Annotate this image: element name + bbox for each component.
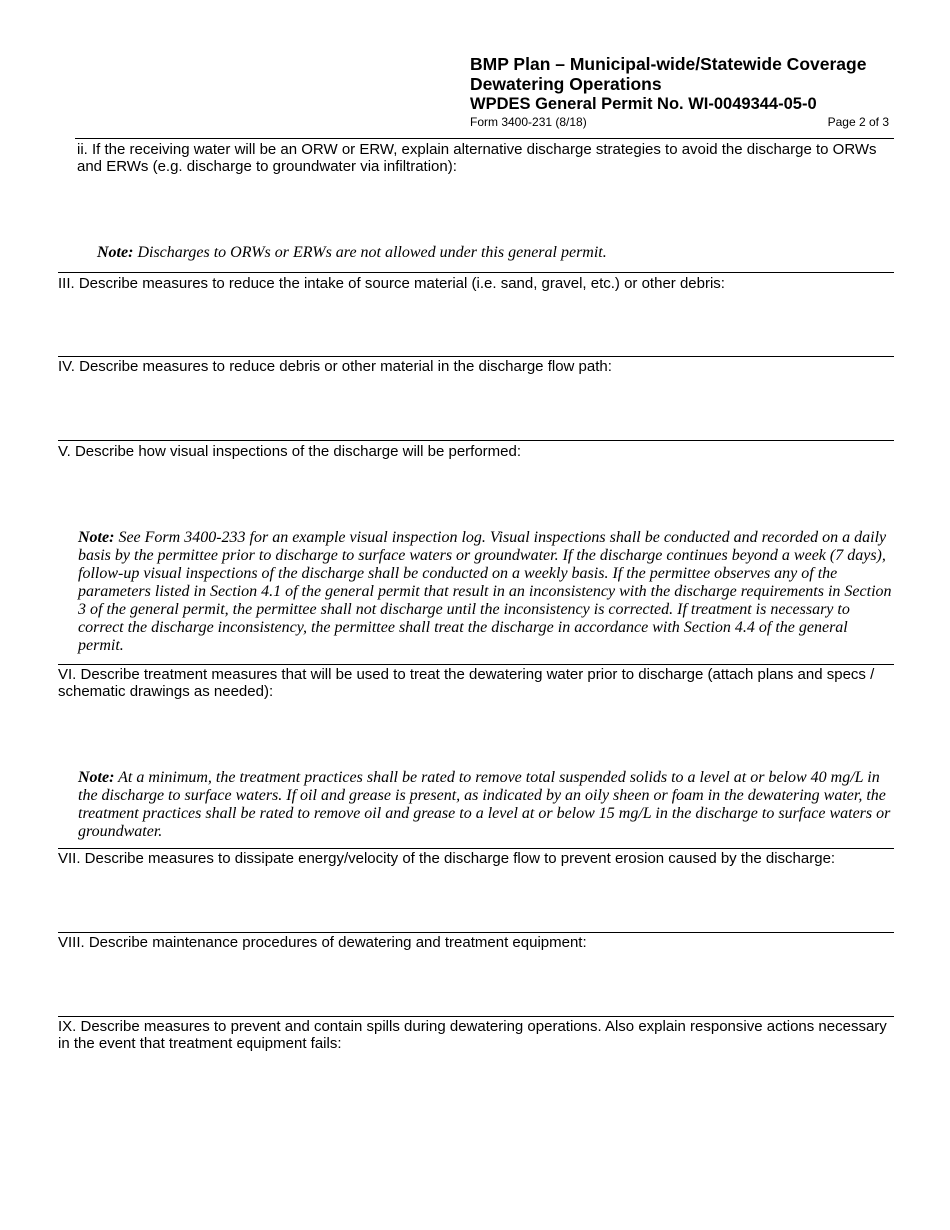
question-iii: III. Describe measures to reduce the intake of source material (i.e. sand, gravel, etc.) or other debris:	[58, 275, 725, 292]
divider	[75, 138, 894, 139]
question-vi: VI. Describe treatment measures that will be used to treat the dewatering water prior to discharge (attach plans and specs / schematic drawings as needed):	[58, 666, 875, 700]
divider	[58, 1016, 894, 1017]
divider	[58, 932, 894, 933]
answer-field-viii[interactable]	[58, 954, 894, 1014]
permit-number: WPDES General Permit No. WI-0049344-05-0	[470, 95, 817, 113]
divider	[58, 664, 894, 665]
answer-field-vi[interactable]	[58, 704, 894, 766]
note-text: At a minimum, the treatment practices shall be rated to remove total suspended solids to a level at or below 40 mg/L in the discharge to surface waters. If oil and grease is present, as indicated by an oily sheen or foam in the dewatering water, the treatment practices shall be rated to remove oil and grease to a level at or below 15 mg/L in the discharge to surface waters or groundwater.	[78, 769, 891, 840]
page-number: Page 2 of 3	[827, 115, 889, 129]
answer-field-ii[interactable]	[58, 176, 894, 236]
note-text: Discharges to ORWs or ERWs are not allowed under this general permit.	[133, 244, 607, 261]
note-label: Note:	[78, 769, 115, 786]
note-ii	[97, 244, 915, 262]
question-viii: VIII. Describe maintenance procedures of dewatering and treatment equipment:	[58, 934, 587, 951]
answer-field-vii[interactable]	[58, 870, 894, 930]
question-iv: IV. Describe measures to reduce debris or other material in the discharge flow path:	[58, 358, 612, 375]
note-label: Note:	[78, 529, 115, 546]
question-ix: IX. Describe measures to prevent and contain spills during dewatering operations. Also explain responsive actions necessary in the event that treatment equipment fails:	[58, 1018, 887, 1052]
answer-field-v[interactable]	[58, 463, 894, 525]
divider	[58, 440, 894, 441]
divider	[58, 356, 894, 357]
form-number: Form 3400-231 (8/18)	[470, 115, 587, 129]
note-vi	[78, 769, 896, 841]
divider	[58, 272, 894, 273]
note-label: Note:	[97, 244, 134, 261]
answer-field-iv[interactable]	[58, 378, 894, 438]
form-title: BMP Plan – Municipal-wide/Statewide Coverage	[470, 54, 867, 74]
form-subtitle: Dewatering Operations	[470, 74, 662, 94]
question-vii: VII. Describe measures to dissipate energy/velocity of the discharge flow to prevent erosion caused by the discharge:	[58, 850, 836, 867]
question-ii: ii. If the receiving water will be an ORW or ERW, explain alternative discharge strategies to avoid the discharge to ORWs and ERWs (e.g. discharge to groundwater via infiltration):	[77, 141, 877, 175]
note-v	[78, 529, 896, 655]
note-text: See Form 3400-233 for an example visual inspection log. Visual inspections shall be conducted and recorded on a daily basis by the permittee prior to discharge to surface waters or groundwater. If the discharge continues beyond a week (7 days), follow-up visual inspections of the discharge shall be conducted on a weekly basis. If the permittee observes any of the parameters listed in Section 4.1 of the general permit that result in an inconsistency with the discharge requirements in Section 3 of the general permit, the permittee shall not discharge until the inconsistency is corrected. If treatment is necessary to correct the discharge inconsistency, the permittee shall treat the discharge in accordance with Section 4.4 of the general permit.	[78, 529, 892, 654]
divider	[58, 848, 894, 849]
answer-field-iii[interactable]	[58, 295, 894, 353]
answer-field-ix[interactable]	[58, 1056, 894, 1206]
question-v: V. Describe how visual inspections of the discharge will be performed:	[58, 443, 522, 460]
